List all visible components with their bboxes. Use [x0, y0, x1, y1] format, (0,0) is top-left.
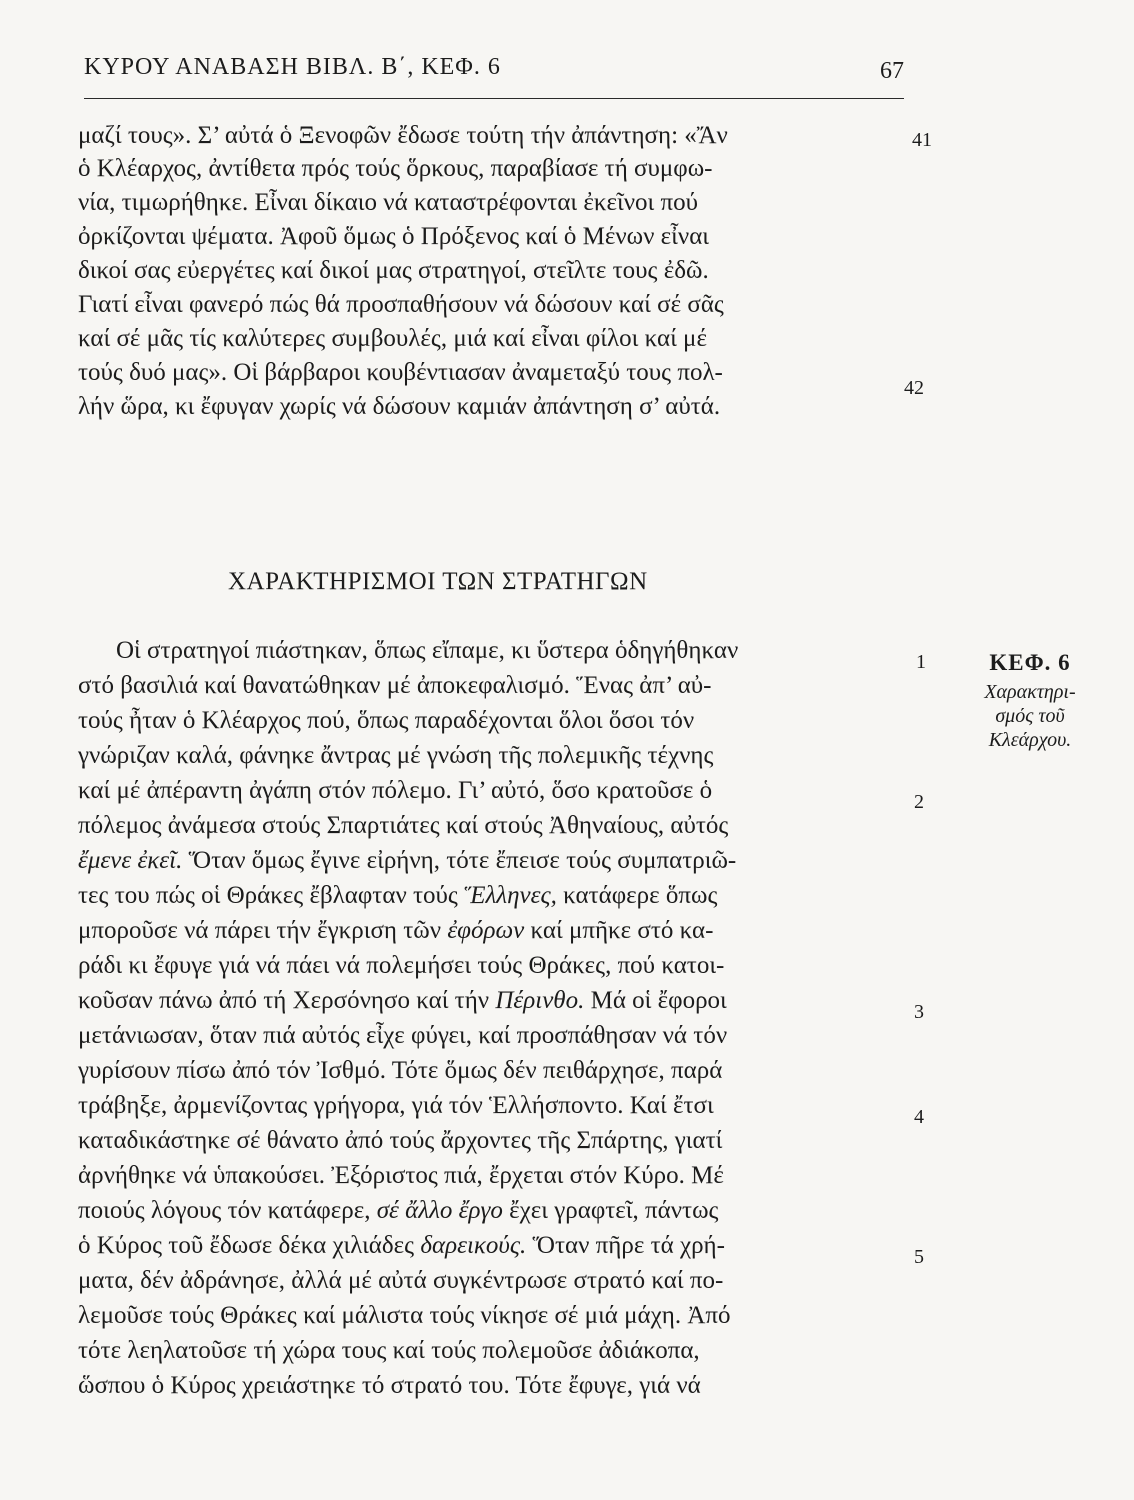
side-note-title: ΚΕΦ. 6: [989, 650, 1071, 675]
text-line: τούς ἦταν ὁ Κλέαρχος πού, ὅπως παραδέχονται ὅλοι ὅσοι τόν: [78, 707, 695, 734]
margin-section-number: 42: [904, 377, 924, 399]
text-line: καταδικάστηκε σέ θάνατο ἀπό τούς ἄρχοντες τῆς Σπάρτης, γιατί: [78, 1127, 723, 1154]
text-line: γνώριζαν καλά, φάνηκε ἄντρας μέ γνώση τῆς πολεμικῆς τέχνης: [78, 742, 714, 769]
text-line: τότε λεηλατοῦσε τή χώρα τους καί τούς πολεμοῦσε ἀδιάκοπα,: [78, 1337, 700, 1364]
text-line: μαζί τους». Σ’ αὐτά ὁ Ξενοφῶν ἔδωσε τούτη τήν ἀπάντηση: «Ἄν: [78, 122, 728, 149]
text-line: τούς δυό μας». Οἱ βάρβαροι κουβέντιασαν ἀναμεταξύ τους πολ-: [78, 359, 723, 386]
side-note-line: Χαρακτηρι-: [984, 681, 1076, 703]
text-line: καί σέ μᾶς τίς καλύτερες συμβουλές, μιά καί εἶναι φίλοι καί μέ: [78, 325, 707, 352]
text-line: ὀρκίζονται ψέματα. Ἀφοῦ ὅμως ὁ Πρόξενος καί ὁ Μένων εἶναι: [78, 223, 710, 250]
text-line: γυρίσουν πίσω ἀπό τόν Ἰσθμό. Τότε ὅμως δέν πειθάρχησε, παρά: [78, 1057, 723, 1084]
text-line: μποροῦσε νά πάρει τήν ἔγκριση τῶν ἐφόρων καί μπῆκε στό κα-: [78, 917, 714, 944]
running-head: ΚΥΡΟΥ ΑΝΑΒΑΣΗ ΒΙΒΛ. Β΄, ΚΕΦ. 6: [84, 54, 501, 80]
text-line: μετάνιωσαν, ὅταν πιά αὐτός εἶχε φύγει, καί προσπάθησαν νά τόν: [78, 1022, 728, 1049]
text-line: στό βασιλιά καί θανατώθηκαν μέ ἀποκεφαλισμό. Ἕνας ἀπ’ αὐ-: [78, 672, 712, 699]
text-line: τες του πώς οἱ Θράκες ἔβλαφταν τούς Ἕλληνες, κατάφερε ὅπως: [78, 882, 718, 909]
margin-section-number: 1: [916, 651, 926, 673]
text-line: ὁ Κύρος τοῦ ἔδωσε δέκα χιλιάδες δαρεικούς. Ὅταν πῆρε τά χρή-: [78, 1232, 725, 1259]
text-line: καί μέ ἀπέραντη ἀγάπη στόν πόλεμο. Γι’ αὐτό, ὅσο κρατοῦσε ὁ: [78, 777, 713, 804]
text-line: ὁ Κλέαρχος, ἀντίθετα πρός τούς ὅρκους, παραβίασε τή συμφω-: [78, 155, 713, 182]
text-line: ὥσπου ὁ Κύρος χρειάστηκε τό στρατό του. Τότε ἔφυγε, γιά νά: [78, 1372, 701, 1399]
section-heading: ΧΑΡΑΚΤΗΡΙΣΜΟΙ ΤΩΝ ΣΤΡΑΤΗΓΩΝ: [228, 568, 648, 595]
text-line: Γιατί εἶναι φανερό πώς θά προσπαθήσουν νά δώσουν καί σέ σᾶς: [78, 291, 724, 318]
text-line: πόλεμος ἀνάμεσα στούς Σπαρτιάτες καί στούς Ἀθηναίους, αὐτός: [78, 812, 729, 839]
text-line: ἀρνήθηκε νά ὑπακούσει. Ἐξόριστος πιά, ἔρχεται στόν Κύρο. Μέ: [78, 1162, 724, 1189]
text-line: δικοί σας εὐεργέτες καί δικοί μας στρατηγοί, στεῖλτε τους ἐδῶ.: [78, 257, 709, 284]
margin-side-note: [950, 650, 1110, 752]
page-number: 67: [880, 58, 904, 84]
margin-section-number: 3: [914, 1001, 924, 1023]
text-line: Οἱ στρατηγοί πιάστηκαν, ὅπως εἴπαμε, κι ὕστερα ὁδηγήθηκαν: [116, 637, 739, 664]
side-note-line: σμός τοῦ: [995, 705, 1065, 727]
side-note-line: Κλεάρχου.: [988, 729, 1072, 751]
margin-section-number: 4: [914, 1106, 924, 1128]
margin-section-number: 5: [914, 1246, 924, 1268]
margin-section-number: 41: [912, 129, 932, 151]
text-line: λεμοῦσε τούς Θράκες καί μάλιστα τούς νίκησε σέ μιά μάχη. Ἀπό: [78, 1302, 731, 1329]
page-header: [84, 52, 904, 99]
text-line: ποιούς λόγους τόν κατάφερε, σέ ἄλλο ἔργο ἔχει γραφτεῖ, πάντως: [78, 1197, 719, 1224]
text-line: τράβηξε, ἀρμενίζοντας γρήγορα, γιά τόν Ἑλλήσποντο. Καί ἔτσι: [78, 1092, 714, 1119]
text-line: ματα, δέν ἀδράνησε, ἀλλά μέ αὐτά συγκέντρωσε στρατό καί πο-: [78, 1267, 724, 1294]
text-line: ἔμενε ἐκεῖ. Ὅταν ὅμως ἔγινε εἰρήνη, τότε ἔπεισε τούς συμπατριῶ-: [78, 847, 737, 874]
text-line: λήν ὥρα, κι ἔφυγαν χωρίς νά δώσουν καμιάν ἀπάντηση σ’ αὐτά.: [78, 393, 721, 420]
text-line: κοῦσαν πάνω ἀπό τή Χερσόνησο καί τήν Πέρινθο. Μά οἱ ἔφοροι: [78, 987, 727, 1014]
text-line: νία, τιμωρήθηκε. Εἶναι δίκαιο νά καταστρέφονται ἐκεῖνοι πού: [78, 189, 699, 216]
text-line: ράδι κι ἔφυγε γιά νά πάει νά πολεμήσει τούς Θράκες, πού κατοι-: [78, 952, 725, 979]
margin-section-number: 2: [914, 791, 924, 813]
